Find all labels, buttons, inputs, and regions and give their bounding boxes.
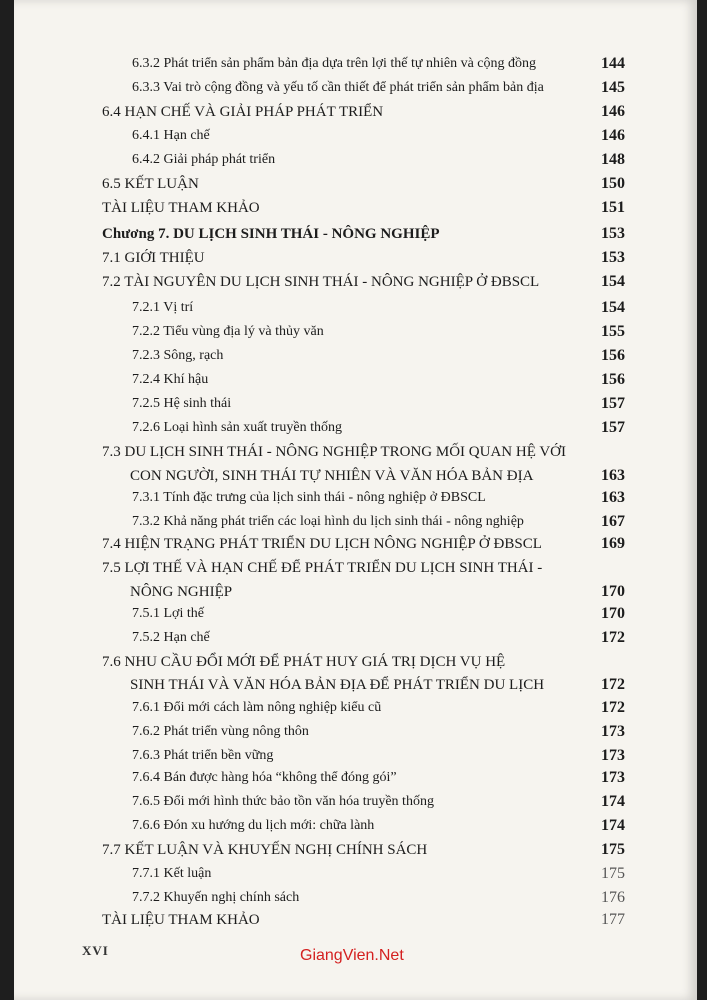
toc-entry (14, 908, 697, 932)
toc-entry (14, 296, 697, 320)
toc-entry-title: 6.4.2 Giải pháp phát triển (132, 152, 276, 167)
toc-entry-page: 175 (601, 841, 625, 858)
toc-entry-page: 156 (601, 347, 625, 364)
toc-entry-page: 174 (601, 817, 625, 834)
toc-entry-title: NÔNG NGHIỆP (130, 584, 233, 600)
toc-entry-title: 7.2.3 Sông, rạch (132, 348, 224, 363)
toc-entry (14, 790, 697, 814)
toc-entry-title: 7.3.1 Tính đặc trưng của lịch sinh thái - nông nghiệp ở ĐBSCL (132, 490, 486, 505)
toc-entry-page: 169 (601, 535, 625, 552)
toc-entry-page: 156 (601, 371, 625, 388)
toc-entry (14, 838, 697, 862)
toc-entry-title: 7.5.2 Hạn chế (132, 630, 210, 645)
book-page (14, 0, 697, 1000)
toc-entry (14, 368, 697, 392)
toc-entry-page: 144 (601, 55, 625, 72)
toc-entry-title: 7.2.5 Hệ sinh thái (132, 396, 232, 411)
toc-entry-page: 148 (601, 151, 625, 168)
toc-entry (14, 416, 697, 440)
toc-entry (14, 440, 697, 464)
toc-entry-title: Chương 7. DU LỊCH SINH THÁI - NÔNG NGHIỆP (102, 226, 440, 242)
toc-entry-page: 153 (601, 249, 625, 266)
toc-entry-title: 7.6.1 Đổi mới cách làm nông nghiệp kiểu cũ (132, 700, 382, 715)
toc-entry-title: 7.3.2 Khả năng phát triển các loại hình du lịch sinh thái - nông nghiệp (132, 514, 524, 529)
toc-entry-page: 145 (601, 79, 625, 96)
toc-entry-title: 7.7.1 Kết luận (132, 866, 212, 881)
toc-entry (14, 320, 697, 344)
toc-entry-title: 7.2.2 Tiểu vùng địa lý và thủy văn (132, 324, 324, 339)
toc-entry-page: 153 (601, 225, 625, 242)
toc-entry (14, 673, 697, 697)
toc-entry-page: 167 (601, 513, 625, 530)
toc-entry (14, 246, 697, 270)
toc-entry-page: 163 (601, 489, 625, 506)
watermark: GiangVien.Net (300, 947, 404, 964)
toc-entry (14, 696, 697, 720)
toc-entry-page: 173 (601, 769, 625, 786)
toc-entry (14, 52, 697, 76)
toc-entry (14, 76, 697, 100)
toc-entry (14, 886, 697, 910)
toc-entry-page: 177 (601, 911, 625, 928)
toc-entry-title: 7.2.4 Khí hậu (132, 372, 209, 387)
toc-entry (14, 720, 697, 744)
toc-entry-title: SINH THÁI VÀ VĂN HÓA BẢN ĐỊA ĐỂ PHÁT TRIỂN DU LỊCH (130, 677, 545, 693)
toc-entry-title: 7.6.4 Bán được hàng hóa “không thể đóng gói” (132, 770, 397, 785)
toc-entry-title: 7.1 GIỚI THIỆU (102, 250, 205, 266)
toc-entry-page: 172 (601, 629, 625, 646)
toc-entry-page: 146 (601, 103, 625, 120)
toc-entry (14, 814, 697, 838)
toc-entry (14, 124, 697, 148)
toc-entry-title: 6.4.1 Hạn chế (132, 128, 210, 143)
toc-entry (14, 556, 697, 580)
toc-entry (14, 532, 697, 556)
toc-entry (14, 602, 697, 626)
toc-entry-title: 6.4 HẠN CHẾ VÀ GIẢI PHÁP PHÁT TRIỂN (102, 104, 384, 120)
toc-entry-page: 157 (601, 419, 625, 436)
toc-entry-title: 7.6.5 Đổi mới hình thức bảo tồn văn hóa truyền thống (132, 794, 434, 809)
toc-entry-page: 155 (601, 323, 625, 340)
toc-entry-title: 7.2.1 Vị trí (132, 300, 194, 315)
toc-entry-page: 174 (601, 793, 625, 810)
toc-entry (14, 744, 697, 768)
toc-entry (14, 270, 697, 294)
toc-entry (14, 650, 697, 674)
toc-entry-title: TÀI LIỆU THAM KHẢO (102, 200, 260, 216)
toc-entry (14, 486, 697, 510)
toc-entry (14, 222, 697, 246)
toc-entry-title: 7.6 NHU CẦU ĐỔI MỚI ĐỂ PHÁT HUY GIÁ TRỊ DỊCH VỤ HỆ (102, 654, 506, 670)
toc-entry-page: 176 (601, 889, 625, 906)
toc-entry-title: 7.3 DU LỊCH SINH THÁI - NÔNG NGHIỆP TRONG MỐI QUAN HỆ VỚI (102, 444, 567, 460)
toc-entry (14, 148, 697, 172)
toc-entry-title: 7.5.1 Lợi thế (132, 606, 204, 621)
toc-entry-page: 173 (601, 723, 625, 740)
toc-entry-title: 7.6.3 Phát triển bền vững (132, 748, 274, 763)
toc-entry-page: 172 (601, 699, 625, 716)
toc-entry-title: 7.2.6 Loại hình sản xuất truyền thống (132, 420, 342, 435)
toc-entry (14, 172, 697, 196)
toc-entry (14, 510, 697, 534)
toc-entry-page: 175 (601, 865, 625, 882)
toc-entry-title: 7.4 HIỆN TRẠNG PHÁT TRIỂN DU LỊCH NÔNG NGHIỆP Ở ĐBSCL (102, 536, 542, 552)
toc-entry-page: 173 (601, 747, 625, 764)
toc-entry (14, 196, 697, 220)
toc-entry-title: 6.5 KẾT LUẬN (102, 176, 199, 192)
toc-entry (14, 100, 697, 124)
toc-entry (14, 766, 697, 790)
toc-entry (14, 344, 697, 368)
toc-entry-title: 6.3.2 Phát triển sản phẩm bản địa dựa trên lợi thế tự nhiên và cộng đồng (132, 56, 536, 71)
toc-entry-page: 151 (601, 199, 625, 216)
toc-entry-title: CON NGƯỜI, SINH THÁI TỰ NHIÊN VÀ VĂN HÓA BẢN ĐỊA (130, 468, 534, 484)
toc-entry-title: 7.2 TÀI NGUYÊN DU LỊCH SINH THÁI - NÔNG NGHIỆP Ở ĐBSCL (102, 274, 540, 290)
toc-entry-title: 7.7.2 Khuyến nghị chính sách (132, 890, 300, 905)
toc-entry-title: 7.6.2 Phát triển vùng nông thôn (132, 724, 309, 739)
toc-entry-page: 154 (601, 299, 625, 316)
toc-entry-page: 157 (601, 395, 625, 412)
toc-entry-title: TÀI LIỆU THAM KHẢO (102, 912, 260, 928)
toc-entry (14, 392, 697, 416)
toc-entry-title: 7.7 KẾT LUẬN VÀ KHUYẾN NGHỊ CHÍNH SÁCH (102, 842, 428, 858)
toc-entry-page: 154 (601, 273, 625, 290)
toc-entry (14, 626, 697, 650)
toc-entry (14, 464, 697, 488)
toc-entry-title: 7.6.6 Đón xu hướng du lịch mới: chữa lành (132, 818, 375, 833)
toc-entry-page: 170 (601, 583, 625, 600)
toc-entry-page: 172 (601, 676, 625, 693)
toc-entry-page: 150 (601, 175, 625, 192)
page-number: XVI (82, 943, 109, 958)
toc-entry (14, 580, 697, 604)
toc-entry-title: 7.5 LỢI THẾ VÀ HẠN CHẾ ĐỂ PHÁT TRIỂN DU LỊCH SINH THÁI - (102, 560, 543, 576)
toc-entry-page: 146 (601, 127, 625, 144)
toc-entry-page: 163 (601, 467, 625, 484)
toc-entry (14, 862, 697, 886)
toc-entry-page: 170 (601, 605, 625, 622)
toc-entry-title: 6.3.3 Vai trò cộng đồng và yếu tố cần thiết để phát triển sản phẩm bản địa (132, 80, 544, 95)
